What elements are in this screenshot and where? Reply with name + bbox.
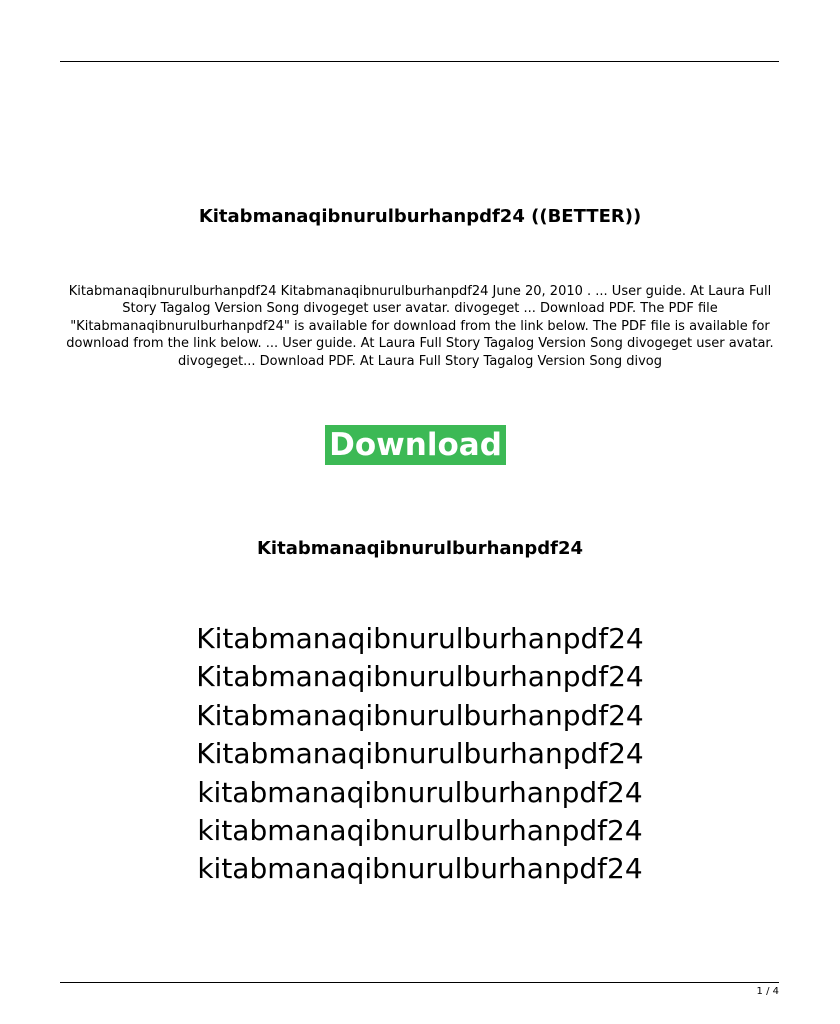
keyword-line: Kitabmanaqibnurulburhanpdf24 [196,737,644,771]
keyword-line: Kitabmanaqibnurulburhanpdf24 [196,622,644,655]
footer-rule [60,982,779,983]
keyword-list [0,620,840,889]
header-rule [60,61,779,62]
keyword-line: kitabmanaqibnurulburhanpdf24 [197,775,643,809]
keyword-line: Kitabmanaqibnurulburhanpdf24 [196,660,644,694]
document-title: Kitabmanaqibnurulburhanpdf24 ((BETTER)) [198,206,642,227]
document-subtitle: Kitabmanaqibnurulburhanpdf24 [256,538,584,559]
page-number: 1 / 4 [756,986,779,997]
keyword-line: Kitabmanaqibnurulburhanpdf24 [196,698,644,732]
document-body-text: Kitabmanaqibnurulburhanpdf24 Kitabmanaqibnurulburhanpdf24 June 20, 2010 . ... User guide. At Laura Full Story Tagalog Version Song divogeget user avatar. divogeget ... Download PDF. The PDF file "Kitabmanaqibnurulburhanpdf24" is available for download from the link below. The PDF file is available for download from the link below. ... User guide. At Laura Full Story Tagalog Version Song divogeget user avatar. divogeget... Download PDF. At Laura Full Story Tagalog Version Song divog [66,284,774,369]
keyword-line: kitabmanaqibnurulburhanpdf24 [197,813,643,847]
download-button[interactable]: Download [325,425,506,465]
keyword-line: kitabmanaqibnurulburhanpdf24 [197,852,643,886]
